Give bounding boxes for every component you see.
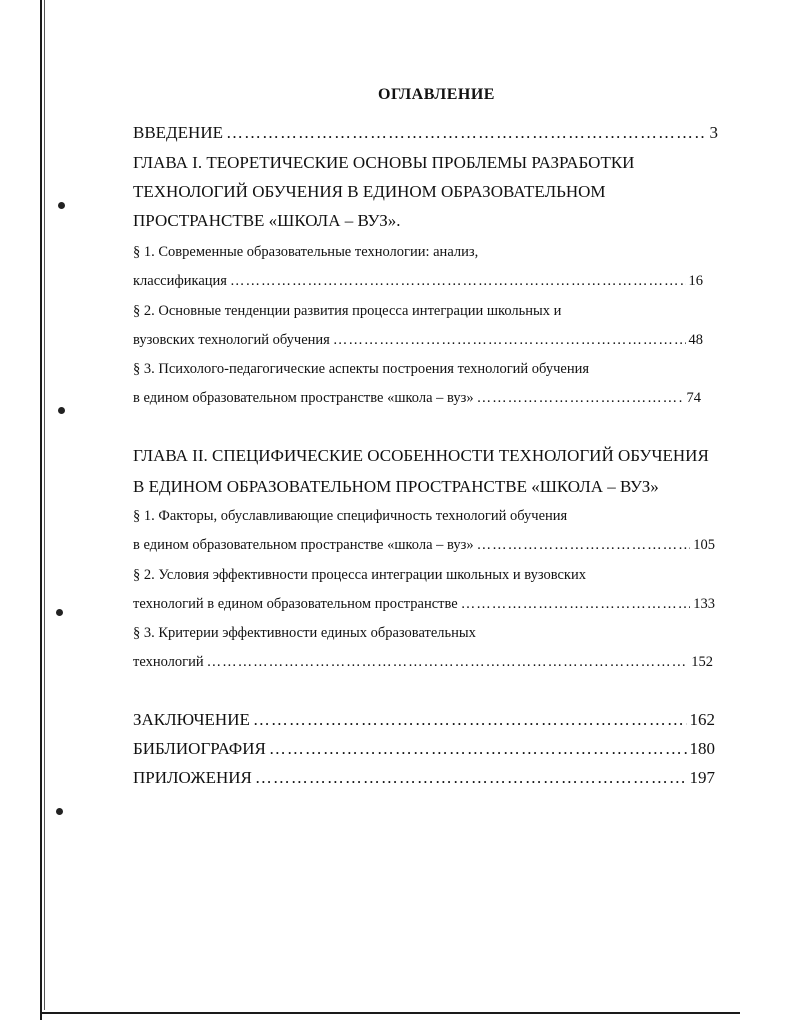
ch1-section2-line1: § 2. Основные тенденции развития процесса интеграции школьных и bbox=[133, 303, 562, 319]
toc-entry-label: ВВЕДЕНИЕ bbox=[133, 123, 223, 142]
ch2-section2-line1: § 2. Условия эффективности процесса интеграции школьных и вузовских bbox=[133, 567, 586, 583]
chapter1-heading-line3: ПРОСТРАНСТВЕ «ШКОЛА – ВУЗ». bbox=[133, 211, 401, 230]
toc-entry-page: 3 bbox=[709, 123, 718, 142]
ch1-section3-entry bbox=[133, 390, 701, 407]
toc-entry-page: 105 bbox=[693, 537, 715, 553]
chapter2-heading-line1: ГЛАВА II. СПЕЦИФИЧЕСКИЕ ОСОБЕННОСТИ ТЕХНОЛОГИЙ ОБУЧЕНИЯ bbox=[133, 446, 709, 465]
toc-entry-label: классификация bbox=[133, 273, 227, 289]
toc-entry-appendices bbox=[133, 768, 715, 788]
toc-entry-page: 48 bbox=[688, 332, 703, 348]
toc-entry-bibliography bbox=[133, 739, 715, 759]
ch2-section3-entry bbox=[133, 654, 713, 671]
leader-dots bbox=[269, 739, 687, 759]
ch1-section3-line1: § 3. Психолого-педагогические аспекты построения технологий обучения bbox=[133, 361, 590, 377]
ch2-section2-entry bbox=[133, 596, 715, 613]
toc-entry-label: технологий в едином образовательном пространстве bbox=[133, 596, 458, 612]
toc-entry-label: в едином образовательном пространстве «школа – вуз» bbox=[133, 537, 474, 553]
leader-dots bbox=[255, 768, 687, 788]
toc-entry-page: 74 bbox=[686, 390, 701, 406]
toc-entry-label: БИБЛИОГРАФИЯ bbox=[133, 739, 266, 758]
leader-dots bbox=[226, 123, 707, 143]
leader-dots bbox=[333, 332, 686, 349]
leader-dots bbox=[477, 537, 691, 554]
toc-entry-page: 162 bbox=[689, 710, 715, 729]
ch2-section1-entry bbox=[133, 537, 715, 554]
ch1-section2-entry bbox=[133, 332, 703, 349]
leader-dots bbox=[461, 596, 691, 613]
toc-entry-label: ПРИЛОЖЕНИЯ bbox=[133, 768, 252, 787]
chapter1-heading-line2: ТЕХНОЛОГИЙ ОБУЧЕНИЯ В ЕДИНОМ ОБРАЗОВАТЕЛЬНОМ bbox=[133, 182, 606, 201]
toc-entry-page: 180 bbox=[689, 739, 715, 758]
chapter2-heading-line2: В ЕДИНОМ ОБРАЗОВАТЕЛЬНОМ ПРОСТРАНСТВЕ «ШКОЛА – ВУЗ» bbox=[133, 477, 659, 496]
leader-dots bbox=[207, 654, 689, 671]
leader-dots bbox=[230, 273, 686, 290]
leader-dots bbox=[253, 710, 687, 730]
toc-entry-page: 152 bbox=[691, 654, 713, 670]
toc-entry-page: 133 bbox=[693, 596, 715, 612]
ch1-section1-entry bbox=[133, 273, 703, 290]
toc-entry-conclusion bbox=[133, 710, 715, 730]
toc-entry-label: технологий bbox=[133, 654, 204, 670]
ch1-section1-line1: § 1. Современные образовательные технологии: анализ, bbox=[133, 244, 479, 260]
toc-entry-intro bbox=[133, 123, 718, 143]
toc-entry-page: 16 bbox=[688, 273, 703, 289]
toc-entry-label: вузовских технологий обучения bbox=[133, 332, 330, 348]
leader-dots bbox=[477, 390, 684, 407]
toc-title: ОГЛАВЛЕНИЕ bbox=[378, 86, 495, 103]
toc-entry-page: 197 bbox=[689, 768, 715, 787]
toc-entry-label: в едином образовательном пространстве «школа – вуз» bbox=[133, 390, 474, 406]
ch2-section3-line1: § 3. Критерии эффективности единых образовательных bbox=[133, 625, 476, 641]
ch2-section1-line1: § 1. Факторы, обуславливающие специфичность технологий обучения bbox=[133, 508, 568, 524]
toc-entry-label: ЗАКЛЮЧЕНИЕ bbox=[133, 710, 250, 729]
chapter1-heading-line1: ГЛАВА I. ТЕОРЕТИЧЕСКИЕ ОСНОВЫ ПРОБЛЕМЫ РАЗРАБОТКИ bbox=[133, 153, 635, 172]
